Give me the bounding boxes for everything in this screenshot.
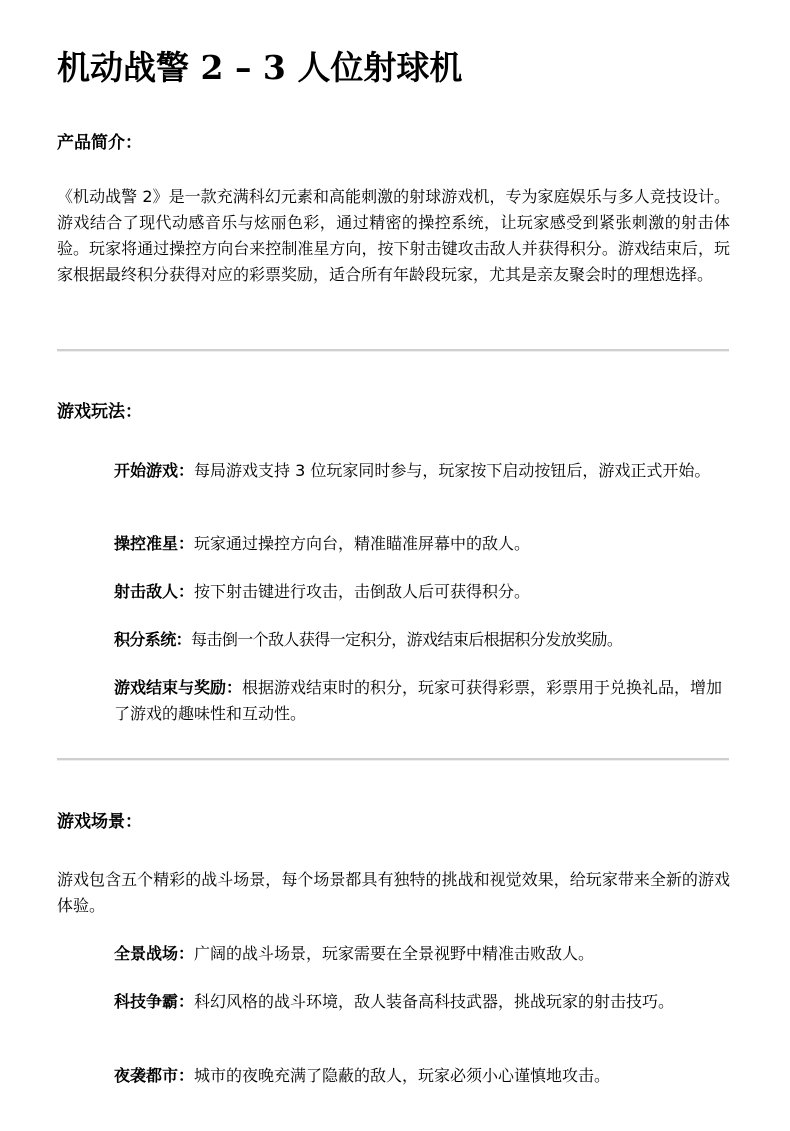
item-term: 积分系统 xyxy=(114,630,176,649)
item-description: 玩家通过操控方向台，精准瞄准屏幕中的敌人。 xyxy=(194,534,531,553)
section-divider xyxy=(57,758,729,761)
scene-item-night-city xyxy=(114,1063,730,1089)
item-separator: ： xyxy=(178,461,195,480)
gameplay-item-reward xyxy=(114,675,730,727)
section-divider xyxy=(57,349,729,352)
scenes-heading: 游戏场景： xyxy=(57,812,142,832)
gameplay-item-aim xyxy=(114,531,730,557)
item-description: 每局游戏支持 3 位玩家同时参与，玩家按下启动按钮后，游戏正式开始。 xyxy=(194,461,711,480)
scene-item-tech xyxy=(114,989,730,1015)
gameplay-heading: 游戏玩法： xyxy=(57,402,142,422)
item-term: 全景战场 xyxy=(114,944,179,963)
item-description: 每击倒一个敌人获得一定积分，游戏结束后根据积分发放奖励。 xyxy=(191,630,623,649)
gameplay-item-start xyxy=(114,458,730,484)
item-description: 城市的夜晚充满了隐蔽的敌人，玩家必须小心谨慎地攻击。 xyxy=(194,1066,611,1085)
scene-item-panorama xyxy=(114,941,730,967)
item-term: 游戏结束与奖励 xyxy=(114,678,227,697)
item-term: 夜袭都市 xyxy=(114,1066,179,1085)
item-description: 科幻风格的战斗环境，敌人装备高科技武器，挑战玩家的射击技巧。 xyxy=(194,992,675,1011)
item-separator: ： xyxy=(178,534,195,553)
item-description: 按下射击键进行攻击，击倒敌人后可获得积分。 xyxy=(194,582,531,601)
item-term: 科技争霸 xyxy=(114,992,179,1011)
intro-paragraph: 《机动战警 2》是一款充满科幻元素和高能刺激的射球游戏机，专为家庭娱乐与多人竞技设计。游戏结合了现代动感音乐与炫丽色彩，通过精密的操控系统，让玩家感受到紧张刺激的射击体验。玩家将通过操控方向台来控制准星方向，按下射击键攻击敌人并获得积分。游戏结束后，玩家根据最终积分获得对应的彩票奖励，适合所有年龄段玩家，尤其是亲友聚会时的理想选择。 xyxy=(57,187,730,284)
item-separator: ： xyxy=(226,678,243,697)
item-separator: ： xyxy=(178,1066,195,1085)
item-term: 射击敌人 xyxy=(114,582,179,601)
gameplay-item-shoot xyxy=(114,579,730,605)
intro-heading: 产品简介： xyxy=(57,133,142,153)
item-term: 开始游戏 xyxy=(114,461,179,480)
item-separator: ： xyxy=(178,582,195,601)
item-separator: ： xyxy=(175,630,192,649)
item-term: 操控准星 xyxy=(114,534,179,553)
gameplay-item-score xyxy=(114,627,730,653)
item-separator: ： xyxy=(178,944,195,963)
item-description: 根据游戏结束时的积分，玩家可获得彩票，彩票用于兑换礼品，增加了游戏的趣味性和互动性。 xyxy=(114,678,723,723)
scenes-paragraph: 游戏包含五个精彩的战斗场景，每个场景都具有独特的挑战和视觉效果，给玩家带来全新的游戏体验。 xyxy=(57,870,730,915)
page-title: 机动战警 2 – 3 人位射球机 xyxy=(57,48,463,87)
item-description: 广阔的战斗场景，玩家需要在全景视野中精准击败敌人。 xyxy=(194,944,595,963)
item-separator: ： xyxy=(178,992,195,1011)
